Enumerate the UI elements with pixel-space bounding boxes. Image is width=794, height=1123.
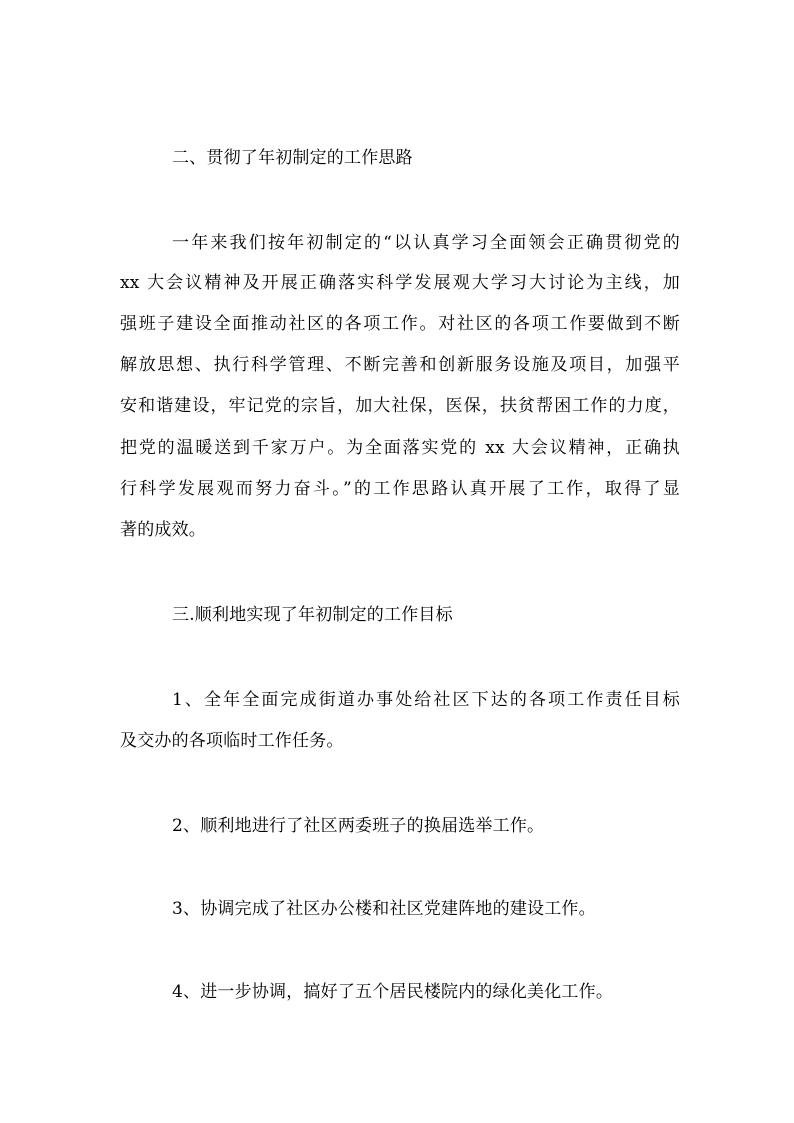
list-item: 2、顺利地进行了社区两委班子的换届选举工作。 <box>172 816 545 836</box>
list-item-line: 及交办的各项临时工作任务。 <box>120 731 344 751</box>
section-heading-2: 二、贯彻了年初制定的工作思路 <box>172 148 413 168</box>
paragraph-line: 行科学发展观而努力奋斗。”的工作思路认真开展了工作，取得了显 <box>120 479 680 499</box>
paragraph-line: 把党的温暖送到千家万户。为全面落实党的 xx 大会议精神，正确执 <box>120 438 680 458</box>
list-item-line: 1、全年全面完成街道办事处给社区下达的各项工作责任目标 <box>172 690 680 710</box>
paragraph-line: 著的成效。 <box>120 520 206 540</box>
list-item: 3、协调完成了社区办公楼和社区党建阵地的建设工作。 <box>172 899 596 919</box>
paragraph-line: xx 大会议精神及开展正确落实科学发展观大学习大讨论为主线，加 <box>120 273 680 293</box>
paragraph-line: 一年来我们按年初制定的“以认真学习全面领会正确贯彻党的 <box>172 233 680 253</box>
paragraph-line: 强班子建设全面推动社区的各项工作。对社区的各项工作要做到不断 <box>120 314 680 334</box>
paragraph-line: 解放思想、执行科学管理、不断完善和创新服务设施及项目，加强平 <box>120 355 680 375</box>
list-item: 4、进一步协调，搞好了五个居民楼院内的绿化美化工作。 <box>172 982 614 1002</box>
section-heading-3: 三.顺利地实现了年初制定的工作目标 <box>172 605 453 625</box>
paragraph-line: 安和谐建设，牢记党的宗旨，加大社保，医保，扶贫帮困工作的力度， <box>120 396 680 416</box>
